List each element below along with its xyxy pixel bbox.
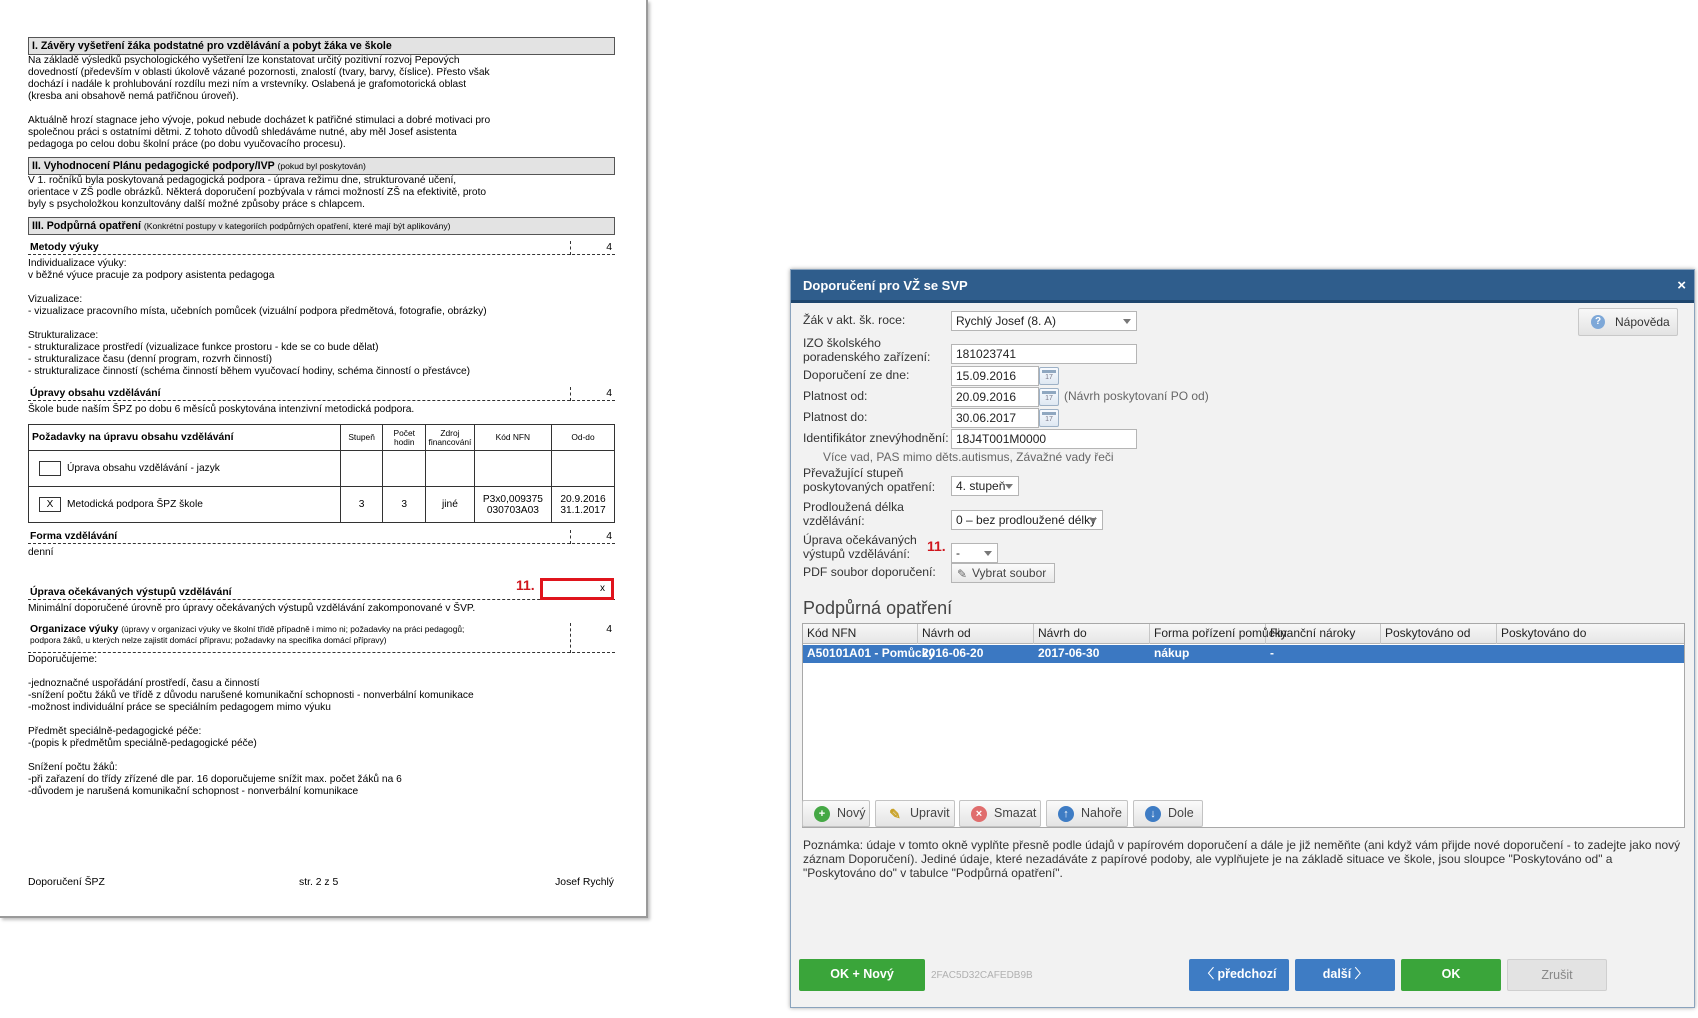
organizace-text: Doporučujeme: -jednoznačné uspořádání prostředí, času a činností -snížení počtu žáků ve třídě z důvodu narušené komunikační schopnosti - nonverbální komunikace -možnost individuální práce se speciálním pedagogem mimo výuku Předmět speciálně-pedagogické péče: -(popis k předmětům speciálně-pedagogické péče) Snížení počtu žáků: -při zařazení do třídy zřízené dle par. 16 doporučujeme snížit max. počet žáků na 6 -důvodem je narušená komunikační schopnost - nonverbální komunikace xyxy=(28,654,474,797)
section-3-title: III. Podpůrná opatření xyxy=(32,220,141,232)
edit-button[interactable] xyxy=(875,800,955,827)
chevron-down-icon xyxy=(984,551,992,556)
note-text: Poznámka: údaje v tomto okně vyplňte přesně podle údajů v papírovém doporučení a dále je již neměňte (ani když vám přijde nové doporučení - to zadejte jako nový záznam Doporučení). Jediné údaje, které nezadáváte z papírové podoby, ale vyplňujete je na základě situace ve škole, jsou sloupce "Poskytováno od" a "Poskytováno do" v tabulce "Podpůrná opatření". xyxy=(803,838,1681,880)
table-cell xyxy=(426,451,475,487)
section-2-heading xyxy=(28,157,615,175)
checkbox: X xyxy=(39,497,61,512)
upravy-row xyxy=(28,387,615,401)
select-file-button[interactable] xyxy=(951,563,1055,583)
table-cell: P3x0,009375 030703A03 xyxy=(474,487,551,523)
outputs-adjustment-select[interactable] xyxy=(951,543,998,563)
close-icon[interactable]: × xyxy=(1677,277,1686,294)
table-cell: 3 xyxy=(383,487,426,523)
upravy-label: Úpravy obsahu vzdělávání xyxy=(30,388,161,399)
table-cell xyxy=(551,451,614,487)
section-title: Podpůrná opatření xyxy=(803,598,953,618)
previous-button[interactable] xyxy=(1189,959,1289,991)
grid-cell: 2017-06-30 xyxy=(1038,646,1100,660)
ok-button[interactable] xyxy=(1401,959,1501,991)
recommendation-date-label: Doporučení ze dne: xyxy=(803,368,910,382)
section-2-title: II. Vyhodnocení Plánu pedagogické podpory/IVP xyxy=(32,160,275,172)
chevron-down-icon xyxy=(1089,518,1097,523)
new-label: Nový xyxy=(837,806,866,820)
document-page xyxy=(0,0,648,918)
paperclip-icon: ✎ xyxy=(957,567,968,581)
next-label: další xyxy=(1322,967,1352,981)
cancel-button[interactable] xyxy=(1507,959,1607,991)
calendar-icon[interactable]: 17 xyxy=(1039,388,1059,406)
disadvantage-id-input[interactable] xyxy=(951,429,1137,449)
column-header[interactable]: Poskytováno od xyxy=(1381,624,1497,644)
grid-cell xyxy=(1497,645,1684,663)
delete-button[interactable] xyxy=(959,800,1041,827)
organizace-number: 4 xyxy=(606,624,612,635)
footer-page: str. 2 z 5 xyxy=(299,877,339,888)
arrow-up-icon: ↑ xyxy=(1058,806,1074,822)
highlight-box xyxy=(540,578,614,600)
forma-number: 4 xyxy=(606,531,612,542)
chevron-right-icon: 〉 xyxy=(1351,967,1368,981)
table-header: Počet hodin xyxy=(383,425,426,451)
outputs-adjustment-label: Úprava očekávaných výstupů vzdělávání: xyxy=(803,533,917,561)
valid-from-hint: (Návrh poskytovaní PO od) xyxy=(1064,389,1209,403)
valid-from-input[interactable] xyxy=(951,387,1039,407)
disadvantage-id-hint: Více vad, PAS mimo děts.autismus, Závažné vady řeči xyxy=(823,450,1114,464)
student-select[interactable] xyxy=(951,311,1137,331)
extended-length-select[interactable] xyxy=(951,510,1103,530)
table-header: Od-do xyxy=(551,425,614,451)
forma-text: denní xyxy=(28,547,54,558)
metody-label: Metody výuky xyxy=(30,242,99,253)
dialog-title-bar xyxy=(791,270,1694,303)
grid-cell: A50101A01 - Pomůcky xyxy=(807,646,936,660)
table-row xyxy=(29,487,615,523)
cancel-label: Zrušit xyxy=(1541,968,1573,982)
vystupy-value: x xyxy=(600,583,605,594)
table-cell xyxy=(383,451,426,487)
section-1-title: I. Závěry vyšetření žáka podstatné pro vzdělávání a pobyt žáka ve škole xyxy=(32,40,392,52)
extended-length-label: Prodloužená délka vzdělávání: xyxy=(803,500,904,528)
section-1-heading xyxy=(28,37,615,55)
valid-from-label: Platnost od: xyxy=(803,389,868,403)
outputs-adjustment-value: - xyxy=(956,546,960,560)
table-row xyxy=(29,451,615,487)
row-divider xyxy=(570,530,571,544)
calendar-icon[interactable]: 17 xyxy=(1039,409,1059,427)
checkbox xyxy=(39,461,61,476)
help-button[interactable] xyxy=(1578,308,1678,336)
section-2-note: (pokud byl poskytován) xyxy=(277,161,366,171)
valid-to-label: Platnost do: xyxy=(803,410,868,424)
delete-icon: × xyxy=(971,806,987,822)
recommendation-date-input[interactable] xyxy=(951,366,1039,386)
table-cell xyxy=(29,487,341,523)
column-header[interactable]: Poskytováno do xyxy=(1501,626,1587,640)
chevron-down-icon xyxy=(1123,319,1131,324)
disadvantage-id-label: Identifikátor znevýhodnění: xyxy=(803,431,949,445)
grid-cell: nákup xyxy=(1154,646,1190,660)
table-cell: 20.9.2016 31.1.2017 xyxy=(551,487,614,523)
grid-cell: 2016-06-20 xyxy=(922,646,984,660)
student-value: Rychlý Josef (8. A) xyxy=(956,314,1057,328)
table-header: Kód NFN xyxy=(474,425,551,451)
edit-label: Upravit xyxy=(910,806,950,820)
metody-number: 4 xyxy=(606,242,612,253)
pencil-icon: ✎ xyxy=(889,806,901,822)
izo-input[interactable] xyxy=(951,344,1137,364)
ok-new-button[interactable] xyxy=(799,959,925,991)
organizace-note: (úpravy v organizaci výuky ve školní třídě případně i mimo ni; požadavky na práci pedagogů; podpora žáků, u kterých nelze zajistit domácí přípravu; požadavky na specifika domácí přípravy) xyxy=(30,624,465,645)
table-cell xyxy=(340,451,383,487)
previous-label: předchozí xyxy=(1217,967,1277,981)
footer-left: Doporučení ŠPZ xyxy=(28,877,105,888)
requirements-table xyxy=(28,424,615,523)
organizace-row xyxy=(28,623,615,653)
izo-label: IZO školského poradenského zařízení: xyxy=(803,336,931,364)
metody-text: Individualizace výuky: v běžné výuce pracuje za podpory asistenta pedagoga Vizualizace: - vizualizace pracovního místa, učebních pomůcek (vizuální podpora předmětová, fotografie, obrázky) Strukturalizace: - strukturalizace prostředí (vizualizace funkce prostoru - kde se co bude dělat) - strukturalizace času (denní program, rozvrh činností) - strukturalizace činností (schéma činností během vyučovací hodiny, schéma činností o přestávce) xyxy=(28,258,487,377)
support-level-label: Převažující stupeň poskytovaných opatření: xyxy=(803,466,936,494)
section-3-note: (Konkrétní postupy v kategoriích podpůrných opatření, které mají být aplikovány) xyxy=(143,221,451,231)
new-button[interactable] xyxy=(802,800,870,827)
help-label: Nápověda xyxy=(1615,315,1670,329)
select-file-label: Vybrat soubor xyxy=(972,566,1047,580)
row-divider xyxy=(570,623,571,653)
table-header-row xyxy=(29,425,615,451)
row-divider xyxy=(570,241,571,255)
table-cell: 3 xyxy=(340,487,383,523)
table-cell: jiné xyxy=(426,487,475,523)
vystupy-label: Úprava očekávaných výstupů vzdělávání xyxy=(30,587,232,598)
row-label: Úprava obsahu vzdělávání - jazyk xyxy=(67,463,220,475)
table-header: Požadavky na úpravu obsahu vzdělávání xyxy=(29,425,341,451)
column-header[interactable]: Forma pořízení pomůcky xyxy=(1150,624,1266,644)
row-divider xyxy=(570,387,571,401)
section-2-text: V 1. ročníků byla poskytovaná pedagogická podpora - úprava režimu dne, strukturované učení, orientace v ZŠ podle obrázků. Některá doporučení pozbývala v rámci možností ZŠ na efektivitě, proto byly s psycholožkou konzultovány další možné způsoby práce s chlapcem. xyxy=(28,175,487,210)
vystupy-text: Minimální doporučené úrovně pro úpravy očekávaných výstupů vzdělávání zakomponované v ŠVP. xyxy=(28,603,476,614)
move-bottom-button[interactable] xyxy=(1133,800,1203,827)
record-hash: 2FAC5D32CAFEDB9B xyxy=(931,970,1033,981)
move-top-label: Nahoře xyxy=(1081,806,1122,820)
column-header[interactable]: Návrh od xyxy=(918,624,1034,644)
forma-row xyxy=(28,530,615,544)
plus-icon: + xyxy=(814,806,830,822)
support-measures-grid xyxy=(802,623,1685,828)
student-label: Žák v akt. šk. roce: xyxy=(803,313,906,327)
grid-cell xyxy=(1381,645,1497,663)
ok-new-label: OK + Nový xyxy=(830,967,894,981)
support-level-select[interactable] xyxy=(951,476,1019,496)
delete-label: Smazat xyxy=(994,806,1037,820)
question-icon: ? xyxy=(1591,315,1605,329)
callout-marker: 11. xyxy=(927,538,946,554)
upravy-text: Škole bude naším ŠPZ po dobu 6 měsíců poskytována intenzivní metodická podpora. xyxy=(28,404,415,415)
column-header[interactable]: Kód NFN xyxy=(803,624,918,644)
row-label: Metodická podpora ŠPZ škole xyxy=(67,499,203,511)
column-header[interactable]: Finanční nároky xyxy=(1266,624,1381,644)
next-button[interactable] xyxy=(1295,959,1395,991)
dialog-title: Doporučení pro VŽ se SVP xyxy=(803,278,968,293)
ok-label: OK xyxy=(1441,967,1461,981)
chevron-left-icon: 〈 xyxy=(1201,967,1218,981)
callout-marker: 11. xyxy=(516,577,535,593)
footer-right: Josef Rychlý xyxy=(555,877,614,888)
section-3-heading xyxy=(28,217,615,235)
section-1-text: Na základě výsledků psychologického vyšetření lze konstatovat určitý pozitivní rozvoj Pepových dovedností (především v oblasti úkolově vázané pozornosti, znalostí (tvary, barvy, číslice). Přesto však dochází i nadále k prohlubování rozdílu mezi ním a vrstevníky. Oslabená je grafomotorická oblast (kresba ani obsahově nemá patřičnou úroveň). Aktuálně hrozí stagnace jeho vývoje, pokud nebude docházet k patřičné stimulaci a dobré motivaci pro společnou práci s ostatními dětmi. Z tohoto důvodů shledáváme nutné, aby měl Josef asistenta pedagoga po celou dobu školní práce (po dobu vyučovacího procesu). xyxy=(28,55,491,150)
pdf-label: PDF soubor doporučení: xyxy=(803,565,936,579)
extended-length-value: 0 – bez prodloužené délky xyxy=(956,513,1097,527)
table-header: Zdroj financování xyxy=(426,425,475,451)
calendar-icon[interactable]: 17 xyxy=(1039,367,1059,385)
table-cell xyxy=(29,451,341,487)
support-level-value: 4. stupeň xyxy=(956,479,1006,493)
upravy-number: 4 xyxy=(606,388,612,399)
organizace-label: Organizace výuky xyxy=(30,624,119,635)
grid-header xyxy=(803,624,1684,644)
grid-cell: - xyxy=(1270,646,1274,660)
move-bottom-label: Dole xyxy=(1168,806,1194,820)
table-header: Stupeň xyxy=(340,425,383,451)
move-top-button[interactable] xyxy=(1046,800,1128,827)
table-cell xyxy=(474,451,551,487)
table-row[interactable] xyxy=(803,645,1684,663)
metody-row xyxy=(28,241,615,255)
forma-label: Forma vzdělávání xyxy=(30,531,118,542)
recommendation-dialog xyxy=(790,269,1695,1008)
organizace-label-wrap xyxy=(30,624,464,646)
valid-to-input[interactable] xyxy=(951,408,1039,428)
arrow-down-icon: ↓ xyxy=(1145,806,1161,822)
column-header[interactable]: Návrh do xyxy=(1034,624,1150,644)
chevron-down-icon xyxy=(1005,484,1013,489)
